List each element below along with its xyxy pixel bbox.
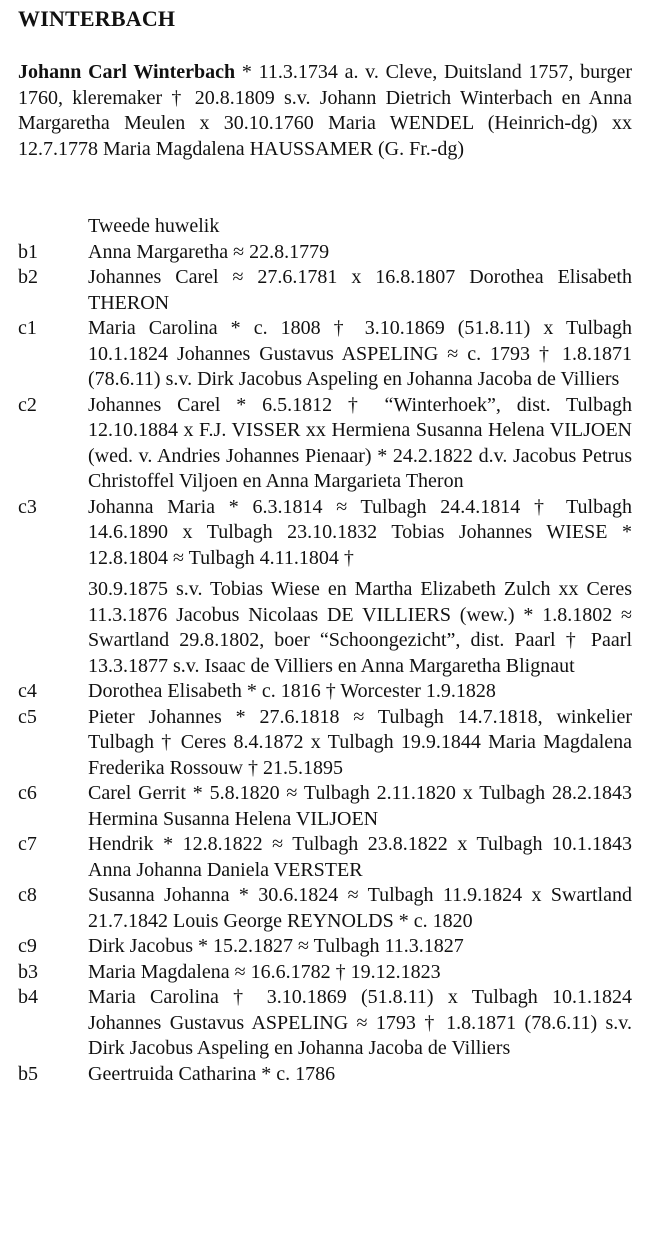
list-item bbox=[18, 781, 632, 832]
entry-text: Dorothea Elisabeth * c. 1816 † Worcester 1.9.1828 bbox=[88, 680, 496, 702]
list-item bbox=[18, 214, 632, 240]
generation-code: c3 bbox=[18, 495, 37, 518]
generation-code: b5 bbox=[18, 1062, 38, 1085]
generation-code: c5 bbox=[18, 705, 37, 728]
entry-text: Geertruida Catharina * c. 1786 bbox=[88, 1062, 336, 1085]
progenitor-details: * 11.3.1734 a. v. Cleve, Duitsland 1757, burger 1760, kleremaker † 20.8.1809 s.v. Johann Dietrich Winterbach en Anna Margaretha Meulen x 30.10.1760 Maria WENDEL (Heinrich-dg) xx 12.7.1778 Maria Magdalena HAUSSAMER (G. Fr.-dg) bbox=[18, 61, 632, 160]
generation-code: c8 bbox=[18, 884, 37, 906]
generation-code: b4 bbox=[18, 986, 38, 1008]
list-item bbox=[18, 495, 632, 572]
list-item bbox=[18, 240, 632, 266]
generation-code: c6 bbox=[18, 782, 37, 804]
list-item bbox=[18, 985, 632, 1062]
generation-code: b2 bbox=[18, 266, 38, 288]
entry-text: Johannes Carel * 6.5.1812 † “Winterhoek”, dist. Tulbagh 12.10.1884 x F.J. VISSER xx Hermiena Susanna Helena VILJOEN (wed. v. Andries Johannes Pienaar) * 24.2.1822 d.v. Jacobus Petrus Christoffel Viljoen en Anna Margarieta Theron bbox=[88, 393, 632, 492]
list-item bbox=[18, 705, 632, 782]
generation-code: c2 bbox=[18, 393, 37, 416]
list-item bbox=[18, 960, 632, 986]
progenitor-name: Johann Carl Winterbach bbox=[18, 61, 236, 83]
progenitor-paragraph bbox=[18, 60, 632, 162]
entry-text: Johannes Carel ≈ 27.6.1781 x 16.8.1807 Dorothea Elisabeth THERON bbox=[88, 266, 632, 314]
list-item bbox=[18, 316, 632, 393]
generation-code: c7 bbox=[18, 833, 37, 855]
generation-code: c1 bbox=[18, 317, 37, 339]
list-item bbox=[18, 265, 632, 316]
entry-text: Carel Gerrit * 5.8.1820 ≈ Tulbagh 2.11.1820 x Tulbagh 28.2.1843 Hermina Susanna Helena VILJOEN bbox=[88, 782, 632, 830]
list-item bbox=[18, 832, 632, 883]
entry-text: Tweede huwelik bbox=[88, 215, 220, 237]
entry-text: Susanna Johanna * 30.6.1824 ≈ Tulbagh 11.9.1824 x Swartland 21.7.1842 Louis George REYNOLDS * c. 1820 bbox=[88, 884, 632, 932]
entry-text: Johanna Maria * 6.3.1814 ≈ Tulbagh 24.4.1814 † Tulbagh 14.6.1890 x Tulbagh 23.10.1832 Tobias Johannes WIESE * 12.8.1804 ≈ Tulbagh 4.11.1804 † bbox=[88, 495, 632, 569]
list-item bbox=[18, 577, 632, 679]
generation-code bbox=[18, 214, 88, 240]
family-name-heading: WINTERBACH bbox=[18, 6, 176, 31]
generation-code bbox=[18, 577, 88, 679]
list-item bbox=[18, 883, 632, 934]
list-item bbox=[18, 393, 632, 495]
entry-text: 30.9.1875 s.v. Tobias Wiese en Martha Elizabeth Zulch xx Ceres 11.3.1876 Jacobus Nicolaas DE VILLIERS (wew.) * 1.8.1802 ≈ Swartland 29.8.1802, boer “Schoongezicht”, dist. Paarl † Paarl 13.3.1877 s.v. Isaac de Villiers en Anna Margaretha Blignaut bbox=[88, 578, 632, 677]
entry-text: Maria Carolina † 3.10.1869 (51.8.11) x Tulbagh 10.1.1824 Johannes Gustavus ASPELING ≈ 1793 † 1.8.1871 (78.6.11) s.v. Dirk Jacobus Aspeling en Johanna Jacoba de Villiers bbox=[88, 986, 632, 1059]
list-item bbox=[18, 1062, 632, 1088]
entry-text: Anna Margaretha ≈ 22.8.1779 bbox=[88, 240, 330, 263]
entry-text: Dirk Jacobus * 15.2.1827 ≈ Tulbagh 11.3.1827 bbox=[88, 935, 464, 957]
list-item bbox=[18, 679, 632, 705]
entry-text: Maria Magdalena ≈ 16.6.1782 † 19.12.1823 bbox=[88, 960, 441, 983]
generation-code: b3 bbox=[18, 960, 38, 983]
entry-text: Pieter Johannes * 27.6.1818 ≈ Tulbagh 14.7.1818, winkelier Tulbagh † Ceres 8.4.1872 x Tulbagh 19.9.1844 Maria Magdalena Frederika Rossouw † 21.5.1895 bbox=[88, 705, 632, 779]
entry-text: Hendrik * 12.8.1822 ≈ Tulbagh 23.8.1822 x Tulbagh 10.1.1843 Anna Johanna Daniela VERSTER bbox=[88, 833, 632, 881]
descendant-list bbox=[18, 214, 632, 1087]
generation-code: c9 bbox=[18, 935, 37, 957]
entry-text: Maria Carolina * c. 1808 † 3.10.1869 (51.8.11) x Tulbagh 10.1.1824 Johannes Gustavus ASPELING ≈ c. 1793 † 1.8.1871 (78.6.11) s.v. Dirk Jacobus Aspeling en Johanna Jacoba de Villiers bbox=[88, 317, 632, 390]
list-item bbox=[18, 934, 632, 960]
generation-code: b1 bbox=[18, 240, 38, 263]
generation-code: c4 bbox=[18, 680, 37, 702]
